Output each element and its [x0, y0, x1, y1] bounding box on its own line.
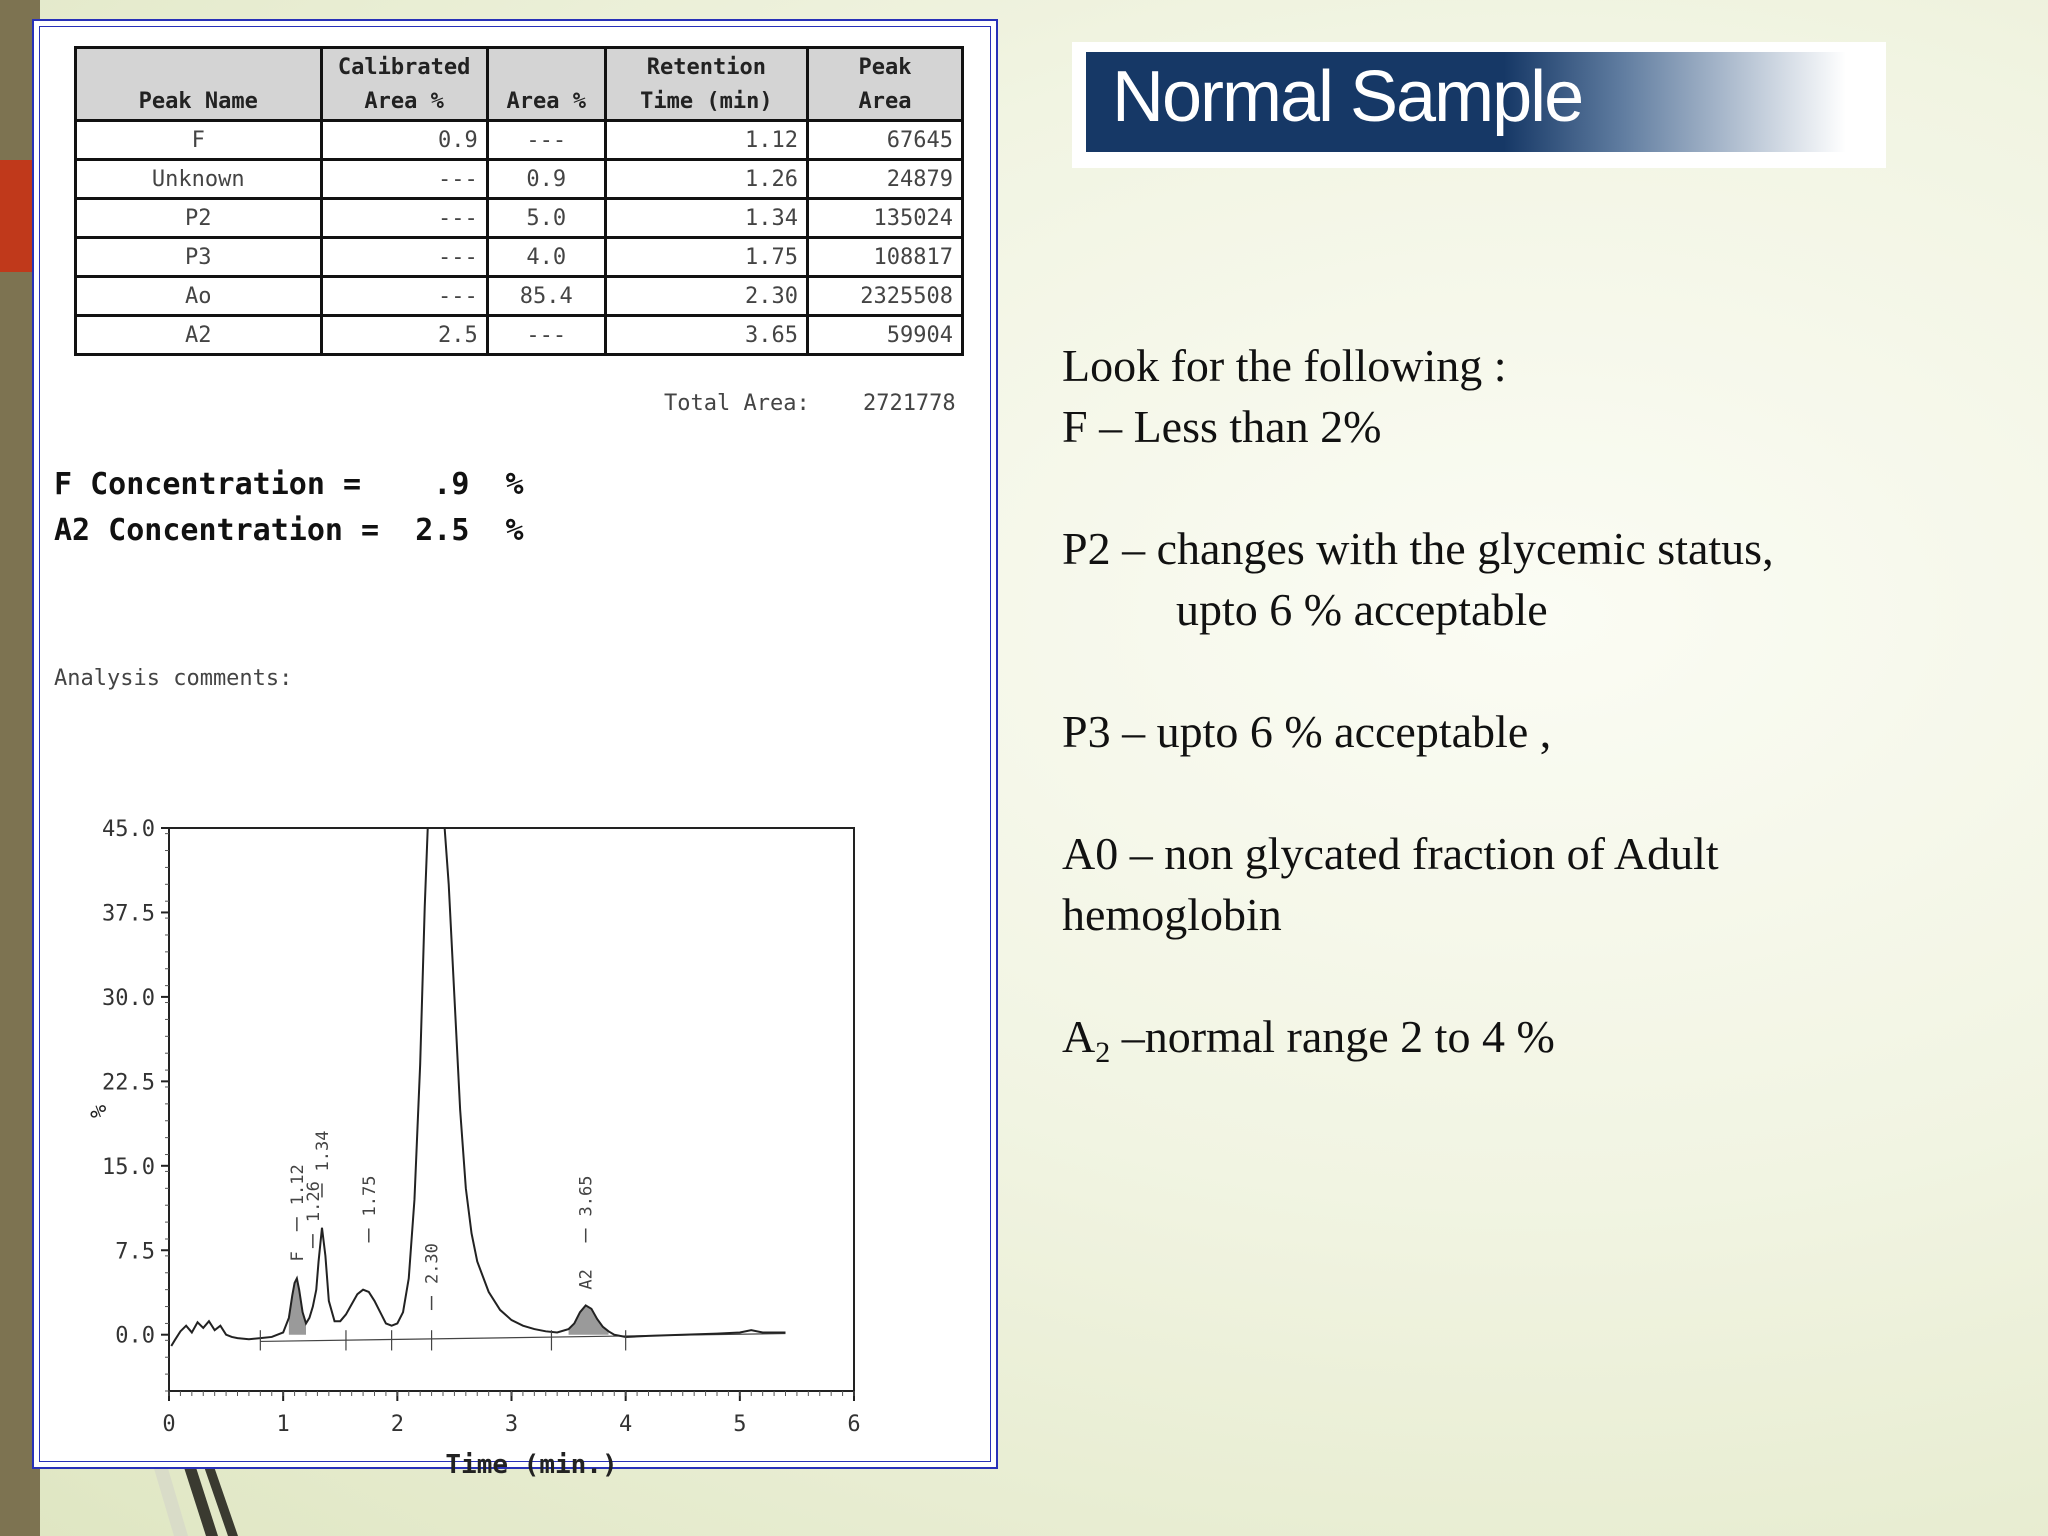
a2-concentration: A2 Concentration = 2.5 %	[54, 513, 524, 548]
table-cell: 2.5	[321, 316, 487, 355]
notes-a2-main: A	[1062, 1011, 1096, 1062]
x-tick-label: 0	[162, 1412, 176, 1437]
table-cell: 1.12	[605, 121, 807, 160]
notes-line-a2	[1062, 1006, 2002, 1083]
table-cell: ---	[487, 316, 605, 355]
table-header-cell	[808, 48, 963, 121]
total-area-value: 2721778	[862, 391, 956, 416]
table-cell: Unknown	[76, 160, 322, 199]
y-axis-label: %	[87, 1104, 112, 1118]
table-header-line	[85, 51, 312, 85]
notes-line-p3: P3 – upto 6 % acceptable ,	[1062, 706, 1552, 757]
table-cell: 0.9	[487, 160, 605, 199]
y-tick-label: 37.5	[102, 901, 155, 927]
table-header-cell	[321, 48, 487, 121]
table-row	[76, 160, 963, 199]
notes-a2-sub: 2	[1095, 1036, 1111, 1070]
table-cell: 67645	[808, 121, 963, 160]
y-tick-label: 0.0	[115, 1323, 155, 1349]
x-tick-label: 1	[276, 1412, 290, 1437]
slide-title: Normal Sample	[1112, 57, 1583, 137]
notes-a2-rest: –normal range 2 to 4 %	[1110, 1011, 1555, 1062]
table-row	[76, 199, 963, 238]
table-cell: F	[76, 121, 322, 160]
y-tick-label: 30.0	[102, 985, 155, 1011]
table-header-line: Retention	[646, 55, 767, 80]
notes-text	[1062, 335, 2002, 1083]
table-row	[76, 121, 963, 160]
x-tick-label: 3	[504, 1412, 519, 1437]
notes-line-p2: P2 – changes with the glycemic status,	[1062, 523, 1774, 574]
notes-line-a0: A0 – non glycated fraction of Adult	[1062, 828, 1719, 879]
x-tick-label: 6	[847, 1412, 861, 1437]
plot-frame	[169, 828, 854, 1391]
analysis-comments-label: Analysis comments:	[54, 666, 293, 691]
total-area	[664, 391, 956, 416]
table-header-line: Peak	[858, 55, 912, 80]
table-header-cell	[605, 48, 807, 121]
chromatogram-chart	[34, 781, 934, 1481]
peak-table	[74, 46, 964, 356]
table-header-line: Area %	[506, 89, 587, 114]
notes-line-a0-cont: hemoglobin	[1062, 889, 1282, 940]
table-header-line: Area	[858, 89, 912, 114]
report-document	[32, 19, 998, 1480]
table-cell: 1.75	[605, 238, 807, 277]
table-cell: A2	[76, 316, 322, 355]
table-cell: 108817	[808, 238, 963, 277]
peak-label: 1.34	[312, 1130, 333, 1172]
table-header-line	[497, 51, 596, 85]
x-tick-label: 5	[733, 1412, 747, 1437]
table-cell: ---	[487, 121, 605, 160]
y-tick-label: 7.5	[115, 1239, 155, 1265]
table-cell: 1.34	[605, 199, 807, 238]
table-header-line: Time (min)	[640, 89, 773, 114]
table-header-cell	[76, 48, 322, 121]
table-body	[76, 121, 963, 355]
table-cell: ---	[321, 160, 487, 199]
signal-line	[171, 781, 785, 1346]
table-header-line: Area %	[364, 89, 444, 114]
notes-line-f: F – Less than 2%	[1062, 401, 1382, 452]
table-row	[76, 316, 963, 355]
f-concentration: F Concentration = .9 %	[54, 467, 524, 502]
a2-peak-fill	[569, 1305, 609, 1334]
table-cell: 2325508	[808, 277, 963, 316]
table-row	[76, 277, 963, 316]
title-banner	[1072, 42, 1886, 168]
x-tick-label: 4	[619, 1412, 633, 1437]
peak-name-label: A2	[576, 1269, 597, 1290]
y-tick-label: 15.0	[102, 1154, 155, 1180]
table-cell: 3.65	[605, 316, 807, 355]
table-cell: 2.30	[605, 277, 807, 316]
x-axis-label: Time (min.)	[445, 1450, 618, 1480]
total-area-label: Total Area:	[664, 391, 810, 416]
table-cell: ---	[321, 199, 487, 238]
peak-label: 2.30	[422, 1243, 443, 1285]
notes-line-intro: Look for the following :	[1062, 340, 1507, 391]
peak-label: 1.75	[359, 1175, 380, 1217]
peak-name-label: F	[287, 1251, 308, 1262]
table-cell: P3	[76, 238, 322, 277]
table-cell: 0.9	[321, 121, 487, 160]
table-header-cell	[487, 48, 605, 121]
y-tick-label: 22.5	[102, 1070, 155, 1096]
title-bar	[1086, 52, 1846, 152]
peak-label: 3.65	[576, 1175, 597, 1217]
table-cell: 1.26	[605, 160, 807, 199]
x-tick-label: 2	[390, 1412, 404, 1437]
table-cell: 4.0	[487, 238, 605, 277]
table-cell: 24879	[808, 160, 963, 199]
table-row	[76, 238, 963, 277]
table-header-line: Calibrated	[337, 55, 471, 80]
table-cell: 135024	[808, 199, 963, 238]
peak-label: 1.12	[287, 1164, 308, 1206]
red-accent-block	[0, 160, 36, 272]
table-cell: ---	[321, 277, 487, 316]
peak-label: 1.26	[303, 1181, 324, 1223]
table-cell: 59904	[808, 316, 963, 355]
notes-line-p2-cont: upto 6 % acceptable	[1176, 584, 1548, 635]
table-cell: P2	[76, 199, 322, 238]
table-header-line: Peak Name	[138, 89, 258, 114]
table-cell: 5.0	[487, 199, 605, 238]
table-cell: Ao	[76, 277, 322, 316]
table-cell: 85.4	[487, 277, 605, 316]
table-cell: ---	[321, 238, 487, 277]
y-tick-label: 45.0	[102, 817, 155, 842]
table-header-row	[76, 48, 963, 121]
